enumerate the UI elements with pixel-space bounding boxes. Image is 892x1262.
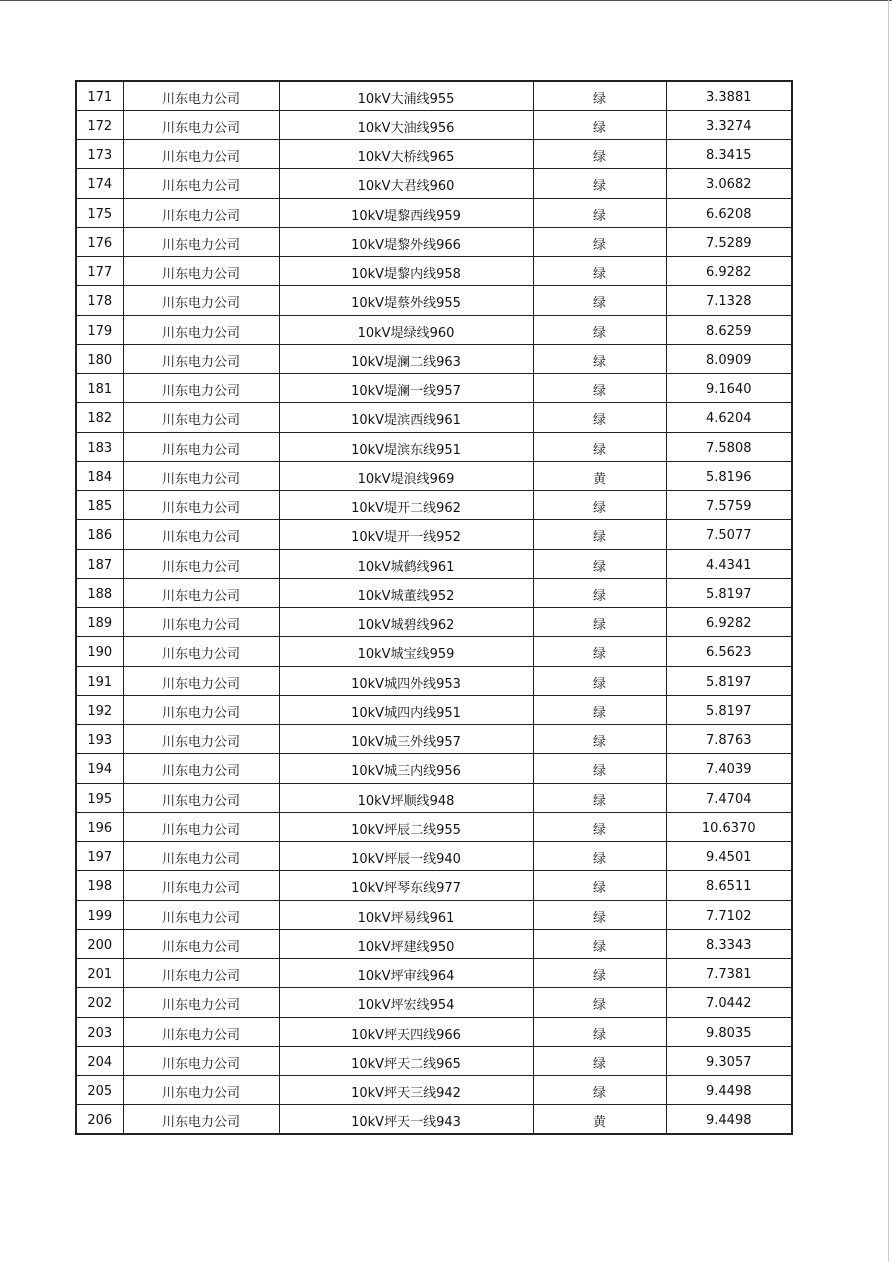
row-number-cell: 174 xyxy=(76,169,123,198)
row-number-cell: 196 xyxy=(76,812,123,841)
line-name-cell: 10kV城四外线953 xyxy=(279,666,533,695)
row-number-cell: 201 xyxy=(76,959,123,988)
table-row xyxy=(76,140,792,169)
status-cell: 绿 xyxy=(533,783,666,812)
company-cell: 川东电力公司 xyxy=(123,1046,279,1075)
line-name-cell: 10kV坪辰二线955 xyxy=(279,812,533,841)
status-cell: 绿 xyxy=(533,549,666,578)
table-row xyxy=(76,257,792,286)
line-name-cell: 10kV大桥线965 xyxy=(279,140,533,169)
value-cell: 6.9282 xyxy=(666,608,792,637)
company-cell: 川东电力公司 xyxy=(123,666,279,695)
table-row xyxy=(76,695,792,724)
company-cell: 川东电力公司 xyxy=(123,374,279,403)
row-number-cell: 175 xyxy=(76,198,123,227)
status-cell: 绿 xyxy=(533,900,666,929)
row-number-cell: 181 xyxy=(76,374,123,403)
line-name-cell: 10kV堤黎西线959 xyxy=(279,198,533,227)
status-cell: 绿 xyxy=(533,110,666,139)
line-name-cell: 10kV堤澜二线963 xyxy=(279,344,533,373)
table-row xyxy=(76,783,792,812)
table-row xyxy=(76,959,792,988)
status-cell: 绿 xyxy=(533,257,666,286)
row-number-cell: 184 xyxy=(76,461,123,490)
table-body xyxy=(76,81,792,1134)
company-cell: 川东电力公司 xyxy=(123,169,279,198)
row-number-cell: 197 xyxy=(76,842,123,871)
status-cell: 绿 xyxy=(533,929,666,958)
row-number-cell: 200 xyxy=(76,929,123,958)
company-cell: 川东电力公司 xyxy=(123,286,279,315)
table-row xyxy=(76,110,792,139)
row-number-cell: 205 xyxy=(76,1076,123,1105)
line-name-cell: 10kV堤蔡外线955 xyxy=(279,286,533,315)
line-name-cell: 10kV堤澜一线957 xyxy=(279,374,533,403)
table-row xyxy=(76,637,792,666)
value-cell: 7.4039 xyxy=(666,754,792,783)
table-row xyxy=(76,520,792,549)
status-cell: 绿 xyxy=(533,520,666,549)
line-name-cell: 10kV城宝线959 xyxy=(279,637,533,666)
value-cell: 9.8035 xyxy=(666,1017,792,1046)
value-cell: 7.7102 xyxy=(666,900,792,929)
status-cell: 绿 xyxy=(533,871,666,900)
company-cell: 川东电力公司 xyxy=(123,140,279,169)
row-number-cell: 190 xyxy=(76,637,123,666)
company-cell: 川东电力公司 xyxy=(123,578,279,607)
table-row xyxy=(76,549,792,578)
row-number-cell: 194 xyxy=(76,754,123,783)
line-name-cell: 10kV坪天二线965 xyxy=(279,1046,533,1075)
line-name-cell: 10kV大油线956 xyxy=(279,110,533,139)
company-cell: 川东电力公司 xyxy=(123,842,279,871)
row-number-cell: 179 xyxy=(76,315,123,344)
table-row xyxy=(76,227,792,256)
value-cell: 6.9282 xyxy=(666,257,792,286)
page-top-border xyxy=(0,0,892,1)
value-cell: 7.7381 xyxy=(666,959,792,988)
status-cell: 绿 xyxy=(533,169,666,198)
table-row xyxy=(76,871,792,900)
table-row xyxy=(76,1105,792,1134)
company-cell: 川东电力公司 xyxy=(123,725,279,754)
company-cell: 川东电力公司 xyxy=(123,754,279,783)
company-cell: 川东电力公司 xyxy=(123,1105,279,1134)
value-cell: 8.3415 xyxy=(666,140,792,169)
company-cell: 川东电力公司 xyxy=(123,198,279,227)
row-number-cell: 172 xyxy=(76,110,123,139)
value-cell: 7.5077 xyxy=(666,520,792,549)
company-cell: 川东电力公司 xyxy=(123,257,279,286)
status-cell: 绿 xyxy=(533,725,666,754)
company-cell: 川东电力公司 xyxy=(123,988,279,1017)
table-row xyxy=(76,666,792,695)
row-number-cell: 195 xyxy=(76,783,123,812)
status-cell: 绿 xyxy=(533,988,666,1017)
company-cell: 川东电力公司 xyxy=(123,783,279,812)
status-cell: 绿 xyxy=(533,140,666,169)
company-cell: 川东电力公司 xyxy=(123,608,279,637)
row-number-cell: 177 xyxy=(76,257,123,286)
table-row xyxy=(76,461,792,490)
line-name-cell: 10kV城四内线951 xyxy=(279,695,533,724)
row-number-cell: 180 xyxy=(76,344,123,373)
company-cell: 川东电力公司 xyxy=(123,491,279,520)
line-name-cell: 10kV坪顺线948 xyxy=(279,783,533,812)
table-row xyxy=(76,725,792,754)
table-row xyxy=(76,988,792,1017)
line-name-cell: 10kV堤黎内线958 xyxy=(279,257,533,286)
status-cell: 绿 xyxy=(533,344,666,373)
company-cell: 川东电力公司 xyxy=(123,549,279,578)
status-cell: 绿 xyxy=(533,608,666,637)
line-name-cell: 10kV坪易线961 xyxy=(279,900,533,929)
line-name-cell: 10kV城鹤线961 xyxy=(279,549,533,578)
row-number-cell: 182 xyxy=(76,403,123,432)
row-number-cell: 199 xyxy=(76,900,123,929)
row-number-cell: 202 xyxy=(76,988,123,1017)
table-row xyxy=(76,812,792,841)
status-cell: 绿 xyxy=(533,1046,666,1075)
line-name-cell: 10kV大浦线955 xyxy=(279,81,533,110)
table-row xyxy=(76,403,792,432)
value-cell: 8.6511 xyxy=(666,871,792,900)
row-number-cell: 178 xyxy=(76,286,123,315)
line-name-cell: 10kV坪审线964 xyxy=(279,959,533,988)
row-number-cell: 192 xyxy=(76,695,123,724)
value-cell: 3.0682 xyxy=(666,169,792,198)
value-cell: 5.8196 xyxy=(666,461,792,490)
status-cell: 绿 xyxy=(533,81,666,110)
value-cell: 7.8763 xyxy=(666,725,792,754)
row-number-cell: 189 xyxy=(76,608,123,637)
value-cell: 8.3343 xyxy=(666,929,792,958)
status-cell: 绿 xyxy=(533,315,666,344)
row-number-cell: 171 xyxy=(76,81,123,110)
status-cell: 绿 xyxy=(533,754,666,783)
line-name-cell: 10kV堤开一线952 xyxy=(279,520,533,549)
company-cell: 川东电力公司 xyxy=(123,929,279,958)
line-name-cell: 10kV城三内线956 xyxy=(279,754,533,783)
status-cell: 黄 xyxy=(533,461,666,490)
line-name-cell: 10kV坪天四线966 xyxy=(279,1017,533,1046)
company-cell: 川东电力公司 xyxy=(123,871,279,900)
table-row xyxy=(76,1046,792,1075)
table-row xyxy=(76,432,792,461)
value-cell: 9.1640 xyxy=(666,374,792,403)
value-cell: 3.3881 xyxy=(666,81,792,110)
line-name-cell: 10kV坪琴东线977 xyxy=(279,871,533,900)
company-cell: 川东电力公司 xyxy=(123,1017,279,1046)
company-cell: 川东电力公司 xyxy=(123,403,279,432)
status-cell: 绿 xyxy=(533,666,666,695)
line-status-table xyxy=(75,80,793,1135)
value-cell: 7.4704 xyxy=(666,783,792,812)
status-cell: 绿 xyxy=(533,1017,666,1046)
table-row xyxy=(76,578,792,607)
table-row xyxy=(76,900,792,929)
line-name-cell: 10kV坪宏线954 xyxy=(279,988,533,1017)
line-name-cell: 10kV坪建线950 xyxy=(279,929,533,958)
row-number-cell: 187 xyxy=(76,549,123,578)
company-cell: 川东电力公司 xyxy=(123,812,279,841)
company-cell: 川东电力公司 xyxy=(123,959,279,988)
company-cell: 川东电力公司 xyxy=(123,1076,279,1105)
company-cell: 川东电力公司 xyxy=(123,81,279,110)
row-number-cell: 198 xyxy=(76,871,123,900)
value-cell: 6.6208 xyxy=(666,198,792,227)
status-cell: 绿 xyxy=(533,695,666,724)
row-number-cell: 206 xyxy=(76,1105,123,1134)
value-cell: 5.8197 xyxy=(666,578,792,607)
value-cell: 5.8197 xyxy=(666,695,792,724)
status-cell: 绿 xyxy=(533,374,666,403)
value-cell: 7.0442 xyxy=(666,988,792,1017)
page-right-edge xyxy=(888,0,889,1262)
company-cell: 川东电力公司 xyxy=(123,432,279,461)
value-cell: 9.3057 xyxy=(666,1046,792,1075)
status-cell: 绿 xyxy=(533,403,666,432)
line-name-cell: 10kV城董线952 xyxy=(279,578,533,607)
line-name-cell: 10kV堤黎外线966 xyxy=(279,227,533,256)
line-name-cell: 10kV大君线960 xyxy=(279,169,533,198)
table-row xyxy=(76,81,792,110)
company-cell: 川东电力公司 xyxy=(123,110,279,139)
status-cell: 绿 xyxy=(533,432,666,461)
table-row xyxy=(76,344,792,373)
line-name-cell: 10kV城碧线962 xyxy=(279,608,533,637)
company-cell: 川东电力公司 xyxy=(123,344,279,373)
table-row xyxy=(76,1076,792,1105)
table-row xyxy=(76,491,792,520)
value-cell: 5.8197 xyxy=(666,666,792,695)
status-cell: 绿 xyxy=(533,812,666,841)
row-number-cell: 203 xyxy=(76,1017,123,1046)
table-row xyxy=(76,315,792,344)
value-cell: 4.4341 xyxy=(666,549,792,578)
status-cell: 绿 xyxy=(533,842,666,871)
status-cell: 绿 xyxy=(533,578,666,607)
value-cell: 9.4498 xyxy=(666,1076,792,1105)
table-row xyxy=(76,286,792,315)
table-row xyxy=(76,842,792,871)
row-number-cell: 204 xyxy=(76,1046,123,1075)
line-name-cell: 10kV堤滨西线961 xyxy=(279,403,533,432)
value-cell: 6.5623 xyxy=(666,637,792,666)
line-name-cell: 10kV坪辰一线940 xyxy=(279,842,533,871)
table-row xyxy=(76,1017,792,1046)
line-name-cell: 10kV坪天一线943 xyxy=(279,1105,533,1134)
company-cell: 川东电力公司 xyxy=(123,695,279,724)
status-cell: 绿 xyxy=(533,959,666,988)
company-cell: 川东电力公司 xyxy=(123,227,279,256)
value-cell: 7.1328 xyxy=(666,286,792,315)
table-row xyxy=(76,754,792,783)
value-cell: 3.3274 xyxy=(666,110,792,139)
status-cell: 绿 xyxy=(533,637,666,666)
row-number-cell: 185 xyxy=(76,491,123,520)
company-cell: 川东电力公司 xyxy=(123,900,279,929)
status-cell: 绿 xyxy=(533,1076,666,1105)
table-row xyxy=(76,374,792,403)
line-name-cell: 10kV堤浪线969 xyxy=(279,461,533,490)
table-row xyxy=(76,608,792,637)
value-cell: 7.5808 xyxy=(666,432,792,461)
row-number-cell: 183 xyxy=(76,432,123,461)
line-name-cell: 10kV堤绿线960 xyxy=(279,315,533,344)
status-cell: 黄 xyxy=(533,1105,666,1134)
status-cell: 绿 xyxy=(533,286,666,315)
company-cell: 川东电力公司 xyxy=(123,315,279,344)
table-row xyxy=(76,929,792,958)
value-cell: 7.5289 xyxy=(666,227,792,256)
row-number-cell: 186 xyxy=(76,520,123,549)
line-name-cell: 10kV城三外线957 xyxy=(279,725,533,754)
value-cell: 10.6370 xyxy=(666,812,792,841)
table-row xyxy=(76,169,792,198)
status-cell: 绿 xyxy=(533,227,666,256)
line-name-cell: 10kV坪天三线942 xyxy=(279,1076,533,1105)
line-name-cell: 10kV堤开二线962 xyxy=(279,491,533,520)
line-name-cell: 10kV堤滨东线951 xyxy=(279,432,533,461)
row-number-cell: 193 xyxy=(76,725,123,754)
row-number-cell: 191 xyxy=(76,666,123,695)
company-cell: 川东电力公司 xyxy=(123,461,279,490)
table-row xyxy=(76,198,792,227)
row-number-cell: 188 xyxy=(76,578,123,607)
value-cell: 7.5759 xyxy=(666,491,792,520)
row-number-cell: 173 xyxy=(76,140,123,169)
value-cell: 4.6204 xyxy=(666,403,792,432)
status-cell: 绿 xyxy=(533,198,666,227)
value-cell: 8.6259 xyxy=(666,315,792,344)
value-cell: 9.4498 xyxy=(666,1105,792,1134)
value-cell: 9.4501 xyxy=(666,842,792,871)
row-number-cell: 176 xyxy=(76,227,123,256)
company-cell: 川东电力公司 xyxy=(123,637,279,666)
status-cell: 绿 xyxy=(533,491,666,520)
company-cell: 川东电力公司 xyxy=(123,520,279,549)
value-cell: 8.0909 xyxy=(666,344,792,373)
